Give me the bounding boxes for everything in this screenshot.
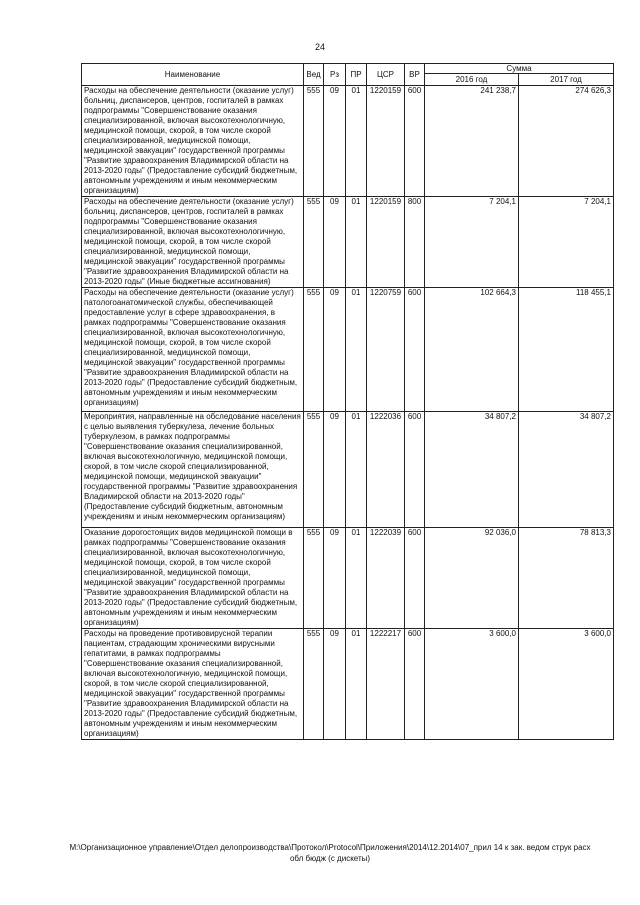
row-name: Расходы на обеспечение деятельности (оказание услуг) больниц, диспансеров, центров, госпиталей в рамках подпрограммы "Совершенствование оказания специализированной, включая высокотехнологичную, медицинской помощи, скорой, в том числе скорой специализированной, медицинской помощи, медицинской эвакуации" государственной программы "Развитие здравоохранения Владимирской области на 2013-2020 годы" (Предоставление субсидий бюджетным, автономным учреждениям и иным некоммерческим организациям): [82, 86, 304, 197]
row-vr: 600: [405, 288, 425, 412]
row-2017: 34 807,2: [519, 412, 614, 528]
row-vr: 600: [405, 412, 425, 528]
row-rz: 09: [324, 528, 346, 629]
header-sum: Сумма: [425, 64, 614, 74]
row-pr: 01: [346, 629, 367, 740]
row-pr: 01: [346, 197, 367, 288]
row-name: Расходы на обеспечение деятельности (оказание услуг) больниц, диспансеров, центров, госпиталей в рамках подпрограммы "Совершенствование оказания специализированной, включая высокотехнологичную, медицинской помощи, скорой, в том числе скорой специализированной, медицинской помощи, медицинской эвакуации" государственной программы "Развитие здравоохранения Владимирской области на 2013-2020 годы" (Иные бюджетные ассигнования): [82, 197, 304, 288]
page-number: 24: [314, 42, 325, 52]
row-ved: 555: [304, 288, 324, 412]
row-ved: 555: [304, 197, 324, 288]
row-ved: 555: [304, 86, 324, 197]
row-2017: 118 455,1: [519, 288, 614, 412]
table-row: [82, 86, 614, 197]
header-ved: Вед: [304, 64, 324, 86]
row-vr: 600: [405, 528, 425, 629]
footer-file-path: [50, 842, 610, 864]
row-csr: 1222036: [367, 412, 405, 528]
row-pr: 01: [346, 86, 367, 197]
footer-line-1: M:\Организационное управление\Отдел делопроизводства\Протокол\Protocol\Приложения\2014\12.2014\07_прил 14 к зак. ведом струк расх: [69, 843, 591, 852]
table-row: [82, 288, 614, 412]
header-vr: ВР: [405, 64, 425, 86]
row-2016: 3 600,0: [425, 629, 519, 740]
table-row: [82, 629, 614, 740]
row-name: Расходы на обеспечение деятельности (оказание услуг) патологоанатомической службы, обеспечивающей предоставление услуг в сфере здравоохранения, в рамках подпрограммы "Совершенствование оказания специализированной, включая высокотехнологичную, медицинской помощи, скорой, в том числе скорой специализированной, медицинской помощи, медицинской эвакуации" государственной программы "Развитие здравоохранения Владимирской области на 2013-2020 годы" (Предоставление субсидий бюджетным, автономным учреждениям и иным некоммерческим организациям): [82, 288, 304, 412]
row-rz: 09: [324, 412, 346, 528]
row-2016: 34 807,2: [425, 412, 519, 528]
row-2017: 7 204,1: [519, 197, 614, 288]
row-vr: 600: [405, 86, 425, 197]
row-name: Мероприятия, направленные на обследование населения с целью выявления туберкулеза, лечение больных туберкулезом, в рамках подпрограммы "Совершенствование оказания специализированной, включая высокотехнологичную, медицинской помощи, скорой, в том числе скорой специализированной, медицинской помощи, медицинской эвакуации" государственной программы "Развитие здравоохранения Владимирской области на 2013-2020 годы" (Предоставление субсидий бюджетным, автономным учреждениям и иным некоммерческим организациям): [82, 412, 304, 528]
row-rz: 09: [324, 86, 346, 197]
row-2016: 102 664,3: [425, 288, 519, 412]
table-row: [82, 528, 614, 629]
footer-line-2: обл бюдж (с дискеты): [289, 854, 371, 863]
row-csr: 1220159: [367, 197, 405, 288]
header-2016: 2016 год: [425, 74, 519, 86]
row-name: Оказание дорогостоящих видов медицинской помощи в рамках подпрограммы "Совершенствование оказания специализированной, включая высокотехнологичную, медицинской помощи, скорой, в том числе скорой специализированной, медицинской помощи, медицинской эвакуации" государственной программы "Развитие здравоохранения Владимирской области на 2013-2020 годы" (Предоставление субсидий бюджетным, автономным учреждениям и иным некоммерческим организациям): [82, 528, 304, 629]
header-2017: 2017 год: [519, 74, 614, 86]
row-2017: 274 626,3: [519, 86, 614, 197]
header-pr: ПР: [346, 64, 367, 86]
row-ved: 555: [304, 412, 324, 528]
row-pr: 01: [346, 288, 367, 412]
table-row: [82, 412, 614, 528]
header-csr: ЦСР: [367, 64, 405, 86]
table-row: [82, 197, 614, 288]
row-2017: 3 600,0: [519, 629, 614, 740]
row-rz: 09: [324, 288, 346, 412]
row-csr: 1222217: [367, 629, 405, 740]
row-pr: 01: [346, 412, 367, 528]
row-pr: 01: [346, 528, 367, 629]
row-csr: 1222039: [367, 528, 405, 629]
row-vr: 600: [405, 629, 425, 740]
row-ved: 555: [304, 629, 324, 740]
row-rz: 09: [324, 629, 346, 740]
row-2016: 7 204,1: [425, 197, 519, 288]
row-vr: 800: [405, 197, 425, 288]
row-2017: 78 813,3: [519, 528, 614, 629]
header-name: Наименование: [82, 64, 304, 86]
budget-table: [81, 63, 614, 740]
row-rz: 09: [324, 197, 346, 288]
row-csr: 1220159: [367, 86, 405, 197]
row-name: Расходы на проведение противовирусной терапии пациентам, страдающим хроническими вирусными гепатитами, в рамках подпрограммы "Совершенствование оказания специализированной, включая высокотехнологичную, медицинской помощи, скорой, в том числе скорой специализированной, медицинской эвакуации" государственной программы "Развитие здравоохранения Владимирской области на 2013-2020 годы" (Предоставление субсидий бюджетным, автономным учреждениям и иным некоммерческим организациям): [82, 629, 304, 740]
row-ved: 555: [304, 528, 324, 629]
row-2016: 92 036,0: [425, 528, 519, 629]
row-2016: 241 238,7: [425, 86, 519, 197]
header-rz: Рз: [324, 64, 346, 86]
row-csr: 1220759: [367, 288, 405, 412]
